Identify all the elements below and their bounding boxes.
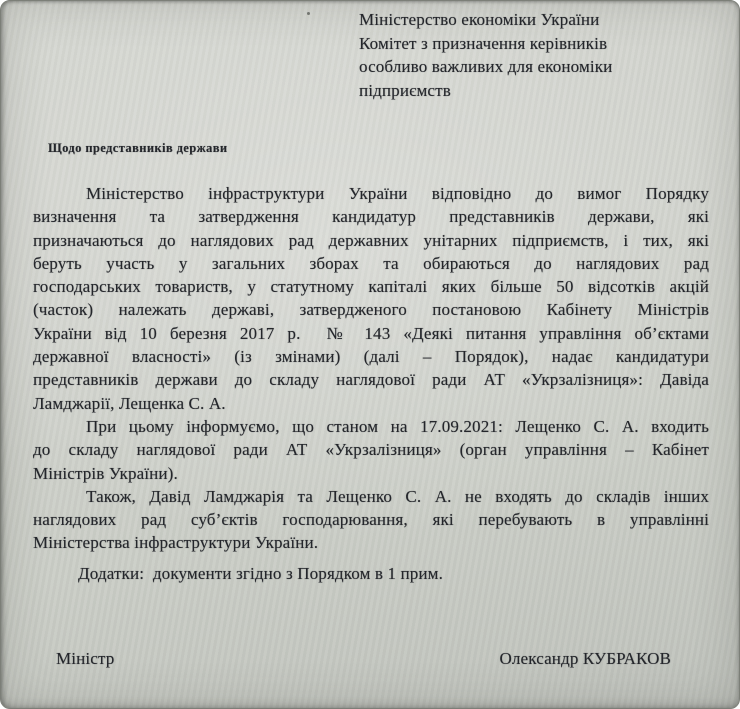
- signature-title: Міністр: [56, 649, 115, 668]
- body-line: України від 10 березня 2017 р. № 143 «Деякі питання управління об’єктами: [33, 323, 709, 343]
- body-line: Міністерства інфраструктури України.: [33, 533, 319, 553]
- body-line: Міністрів України).: [33, 463, 178, 483]
- letterhead-line: підприємств: [359, 80, 451, 100]
- letterhead-line: особливо важливих для економіки: [359, 57, 613, 76]
- body-line: наглядових рад суб’єктів господарювання, які перебувають в управлінні: [33, 510, 709, 530]
- signature-row: [56, 649, 671, 669]
- body-line: При цьому інформуємо, що станом на 17.09.2021: Лещенко С. А. входить: [86, 416, 709, 436]
- scan-speck: [307, 12, 310, 15]
- body-line: господарських товариств, у статутному капіталі яких більше 50 відсотків акцій: [33, 277, 709, 297]
- body-line: Ламджарії, Лещенка С. А.: [33, 393, 226, 413]
- body-line: Міністерство інфраструктури України відповідно до вимог Порядку: [86, 184, 709, 203]
- letter-body: [33, 182, 709, 555]
- body-line: визначення та затвердження кандидатур представників держави, які: [33, 207, 709, 227]
- body-line: беруть участь у загальних зборах та обираються до наглядових рад: [33, 253, 709, 273]
- subject-line: Щодо представників держави: [48, 141, 228, 155]
- letterhead-line: Комітет з призначення керівників: [359, 33, 608, 53]
- signature-name: Олександр КУБРАКОВ: [499, 649, 671, 668]
- body-line: державної власності» (із змінами) (далі – Порядок), надає кандидатури: [33, 347, 709, 367]
- letterhead-line: Міністерство економіки України: [359, 10, 600, 29]
- body-line: призначаються до наглядових рад державних унітарних підприємств, і тих, які: [33, 230, 709, 250]
- body-line: (часток) належать державі, затвердженого постановою Кабінету Міністрів: [33, 300, 709, 320]
- body-line: до складу наглядової ради АТ «Укрзалізниця» (орган управління – Кабінет: [33, 440, 709, 460]
- letterhead-addressee: [359, 8, 709, 102]
- attachments-line: Додатки: документи згідно з Порядком в 1 прим.: [78, 564, 443, 583]
- body-line: представників держави до складу наглядової ради АТ «Укрзалізниця»: Давіда: [33, 370, 709, 390]
- body-line: Також, Давід Ламджарія та Лещенко С. А. не входять до складів інших: [86, 486, 709, 506]
